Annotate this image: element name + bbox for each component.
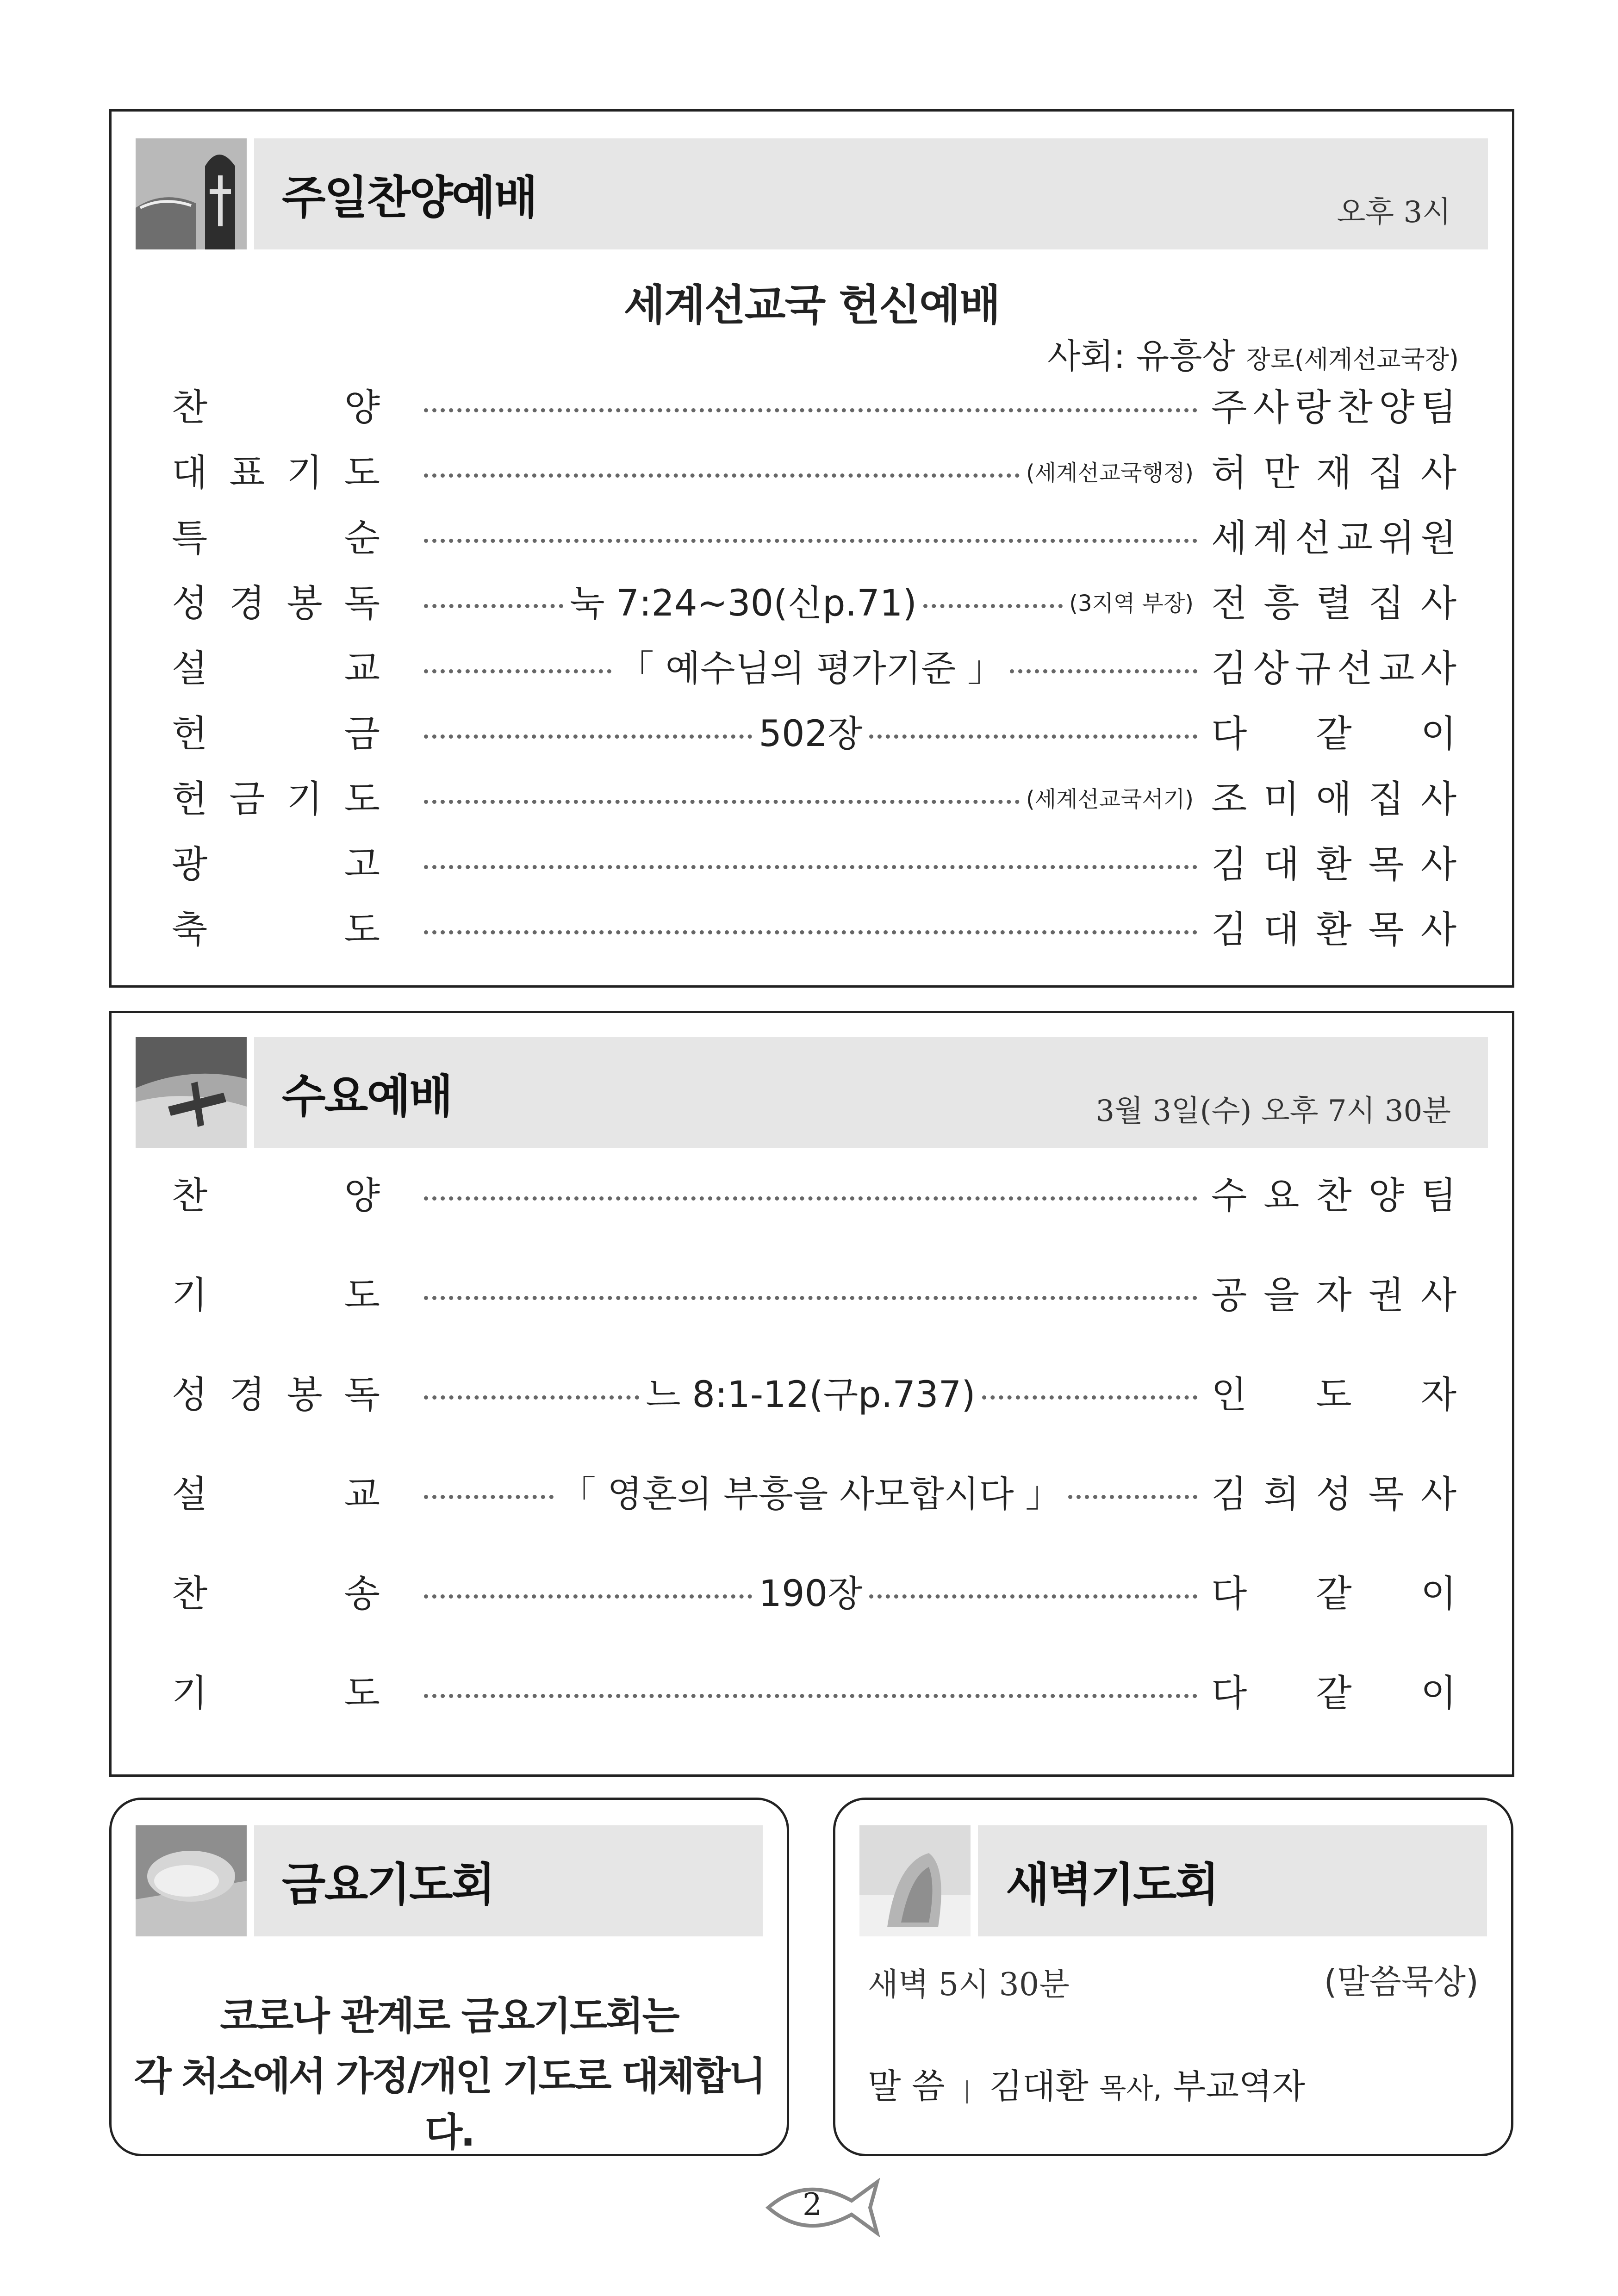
sunday-row-label: 특 순 <box>172 516 380 560</box>
sunday-row <box>172 578 1456 629</box>
praying-hands-image <box>136 1825 247 1936</box>
wednesday-row-person: 인 도 자 <box>1211 1373 1456 1416</box>
sunday-row <box>172 709 1456 759</box>
wednesday-row <box>172 1469 1456 1520</box>
wednesday-row-person: 공 을 자 권 사 <box>1211 1274 1456 1317</box>
sunday-row-label: 설 교 <box>172 647 380 690</box>
sunday-service-box <box>109 109 1514 988</box>
speaker-title: 목사, <box>1099 2072 1162 2105</box>
sunday-row <box>172 839 1456 890</box>
sunday-row-detail: 502장 <box>759 713 863 755</box>
sunday-row-person: 김 대 환 목 사 <box>1211 843 1456 886</box>
sunday-row-detail: 「 예수님의 평가기준 」 <box>617 648 1004 690</box>
wednesday-row-leader <box>424 1170 1197 1221</box>
dawn-prayer-box <box>833 1798 1513 2156</box>
sunday-row <box>172 448 1456 498</box>
friday-title: 금요기도회 <box>282 1858 494 1911</box>
sunday-row-note: (3지역 부장) <box>1069 591 1194 616</box>
sunday-row-person: 조 미 애 집 사 <box>1211 778 1456 821</box>
wednesday-title: 수요예배 <box>282 1070 452 1123</box>
wednesday-row-leader <box>424 1369 1197 1420</box>
sunday-row-leader <box>424 709 1197 759</box>
wednesday-row-person: 다 같 이 <box>1211 1572 1456 1615</box>
dawn-header <box>859 1825 1487 1936</box>
word-label: 말 씀 <box>868 2066 945 2106</box>
presider-label: 사회: <box>1047 336 1126 376</box>
wednesday-row-label: 찬 송 <box>172 1572 380 1615</box>
sunday-row <box>172 904 1456 955</box>
sunday-row-label: 광 고 <box>172 843 380 886</box>
sunday-row-leader <box>424 904 1197 955</box>
sunday-row-person: 허 만 재 집 사 <box>1211 451 1456 494</box>
dawn-header-bar <box>978 1825 1487 1936</box>
friday-notice-line2: 각 처소에서 가정/개인 기도로 대체합니다. <box>134 2053 765 2155</box>
sunday-row-person: 주 사 랑 찬 양 팀 <box>1211 386 1456 429</box>
speaker-name: 김대환 <box>989 2066 1089 2106</box>
friday-notice-line1: 코로나 관계로 금요기도회는 <box>220 1993 678 2039</box>
wednesday-header <box>136 1037 1488 1148</box>
sunday-row-person: 전 흥 렬 집 사 <box>1211 582 1456 625</box>
sunday-row <box>172 382 1456 433</box>
wednesday-row <box>172 1568 1456 1619</box>
presider-title: 장로(세계선교국장) <box>1246 345 1459 374</box>
sunday-service-title: 세계선교국 헌신예배 <box>624 280 1000 330</box>
sunday-row-leader <box>424 448 1197 498</box>
sunday-row <box>172 643 1456 694</box>
sunday-row <box>172 513 1456 564</box>
sunday-row-label: 대 표 기 도 <box>172 451 380 494</box>
wednesday-row-label: 찬 양 <box>172 1174 380 1217</box>
wednesday-row <box>172 1369 1456 1420</box>
sunday-row-detail: 눅 7:24~30(신p.71) <box>570 583 917 624</box>
word-separator: | <box>963 2077 971 2103</box>
wednesday-row-label: 성 경 봉 독 <box>172 1373 380 1416</box>
sunday-row-note: (세계선교국행정) <box>1026 460 1194 486</box>
wednesday-row-person: 수 요 찬 양 팀 <box>1211 1174 1456 1217</box>
sunday-time: 오후 3시 <box>1337 195 1451 230</box>
wednesday-row-leader <box>424 1270 1197 1321</box>
wednesday-header-bar <box>254 1037 1488 1148</box>
sunday-row <box>172 774 1456 825</box>
sunday-row-person: 김 상 규 선 교 사 <box>1211 647 1456 690</box>
dawn-time: 새벽 5시 30분 <box>868 1966 1070 2003</box>
sunday-header <box>136 138 1488 249</box>
sunday-row-leader <box>424 578 1197 629</box>
bible-cross-window-image <box>136 138 247 249</box>
wednesday-row-leader <box>424 1469 1197 1520</box>
wednesday-row-detail: 느 8:1-12(구p.737) <box>646 1374 976 1416</box>
sunday-row-leader <box>424 774 1197 825</box>
sunday-title: 주일찬양예배 <box>282 171 537 224</box>
wednesday-row <box>172 1668 1456 1719</box>
page-number: 2 <box>803 2187 822 2222</box>
wednesday-row-label: 기 도 <box>172 1672 380 1715</box>
wednesday-service-box <box>109 1011 1514 1777</box>
wednesday-row-person: 김 희 성 목 사 <box>1211 1473 1456 1516</box>
wednesday-row <box>172 1270 1456 1321</box>
presider-name: 유흥상 <box>1136 336 1236 376</box>
sunday-row-label: 성 경 봉 독 <box>172 582 380 625</box>
wednesday-row-label: 기 도 <box>172 1274 380 1317</box>
friday-header-bar <box>254 1825 763 1936</box>
wednesday-time: 3월 3일(수) 오후 7시 30분 <box>1095 1094 1451 1128</box>
speaker-extra: 부교역자 <box>1172 2066 1305 2106</box>
dawn-note: (말씀묵상) <box>1324 1962 1479 2001</box>
folded-hands-image <box>859 1825 971 1936</box>
sunday-row-leader <box>424 839 1197 890</box>
wednesday-row-person: 다 같 이 <box>1211 1672 1456 1715</box>
wednesday-row-detail: 「 영혼의 부흥을 사모합시다 」 <box>560 1474 1062 1515</box>
sunday-row-label: 헌 금 <box>172 712 380 755</box>
wednesday-row <box>172 1170 1456 1221</box>
friday-prayer-box <box>109 1798 789 2156</box>
sunday-row-label: 찬 양 <box>172 386 380 429</box>
wednesday-row-leader <box>424 1668 1197 1719</box>
dawn-title: 새벽기도회 <box>1006 1858 1218 1911</box>
sunday-row-label: 헌 금 기 도 <box>172 778 380 821</box>
sunday-presider <box>1047 329 1459 378</box>
sunday-row-leader <box>424 382 1197 433</box>
sunday-header-bar <box>254 138 1488 249</box>
sunday-row-leader <box>424 513 1197 564</box>
sunday-row-person: 다 같 이 <box>1211 712 1456 755</box>
sunday-row-person: 김 대 환 목 사 <box>1211 908 1456 951</box>
sunday-row-note: (세계선교국서기) <box>1026 786 1194 812</box>
wednesday-row-label: 설 교 <box>172 1473 380 1516</box>
sunday-row-person: 세 계 선 교 위 원 <box>1211 516 1456 560</box>
bible-cross-image <box>136 1037 247 1148</box>
friday-header <box>136 1825 763 1936</box>
sunday-row-label: 축 도 <box>172 908 380 951</box>
dawn-word-line <box>868 2059 1305 2108</box>
wednesday-row-leader <box>424 1568 1197 1619</box>
wednesday-row-detail: 190장 <box>759 1573 863 1615</box>
sunday-row-leader <box>424 643 1197 694</box>
page-number-fish-icon <box>759 2173 884 2242</box>
